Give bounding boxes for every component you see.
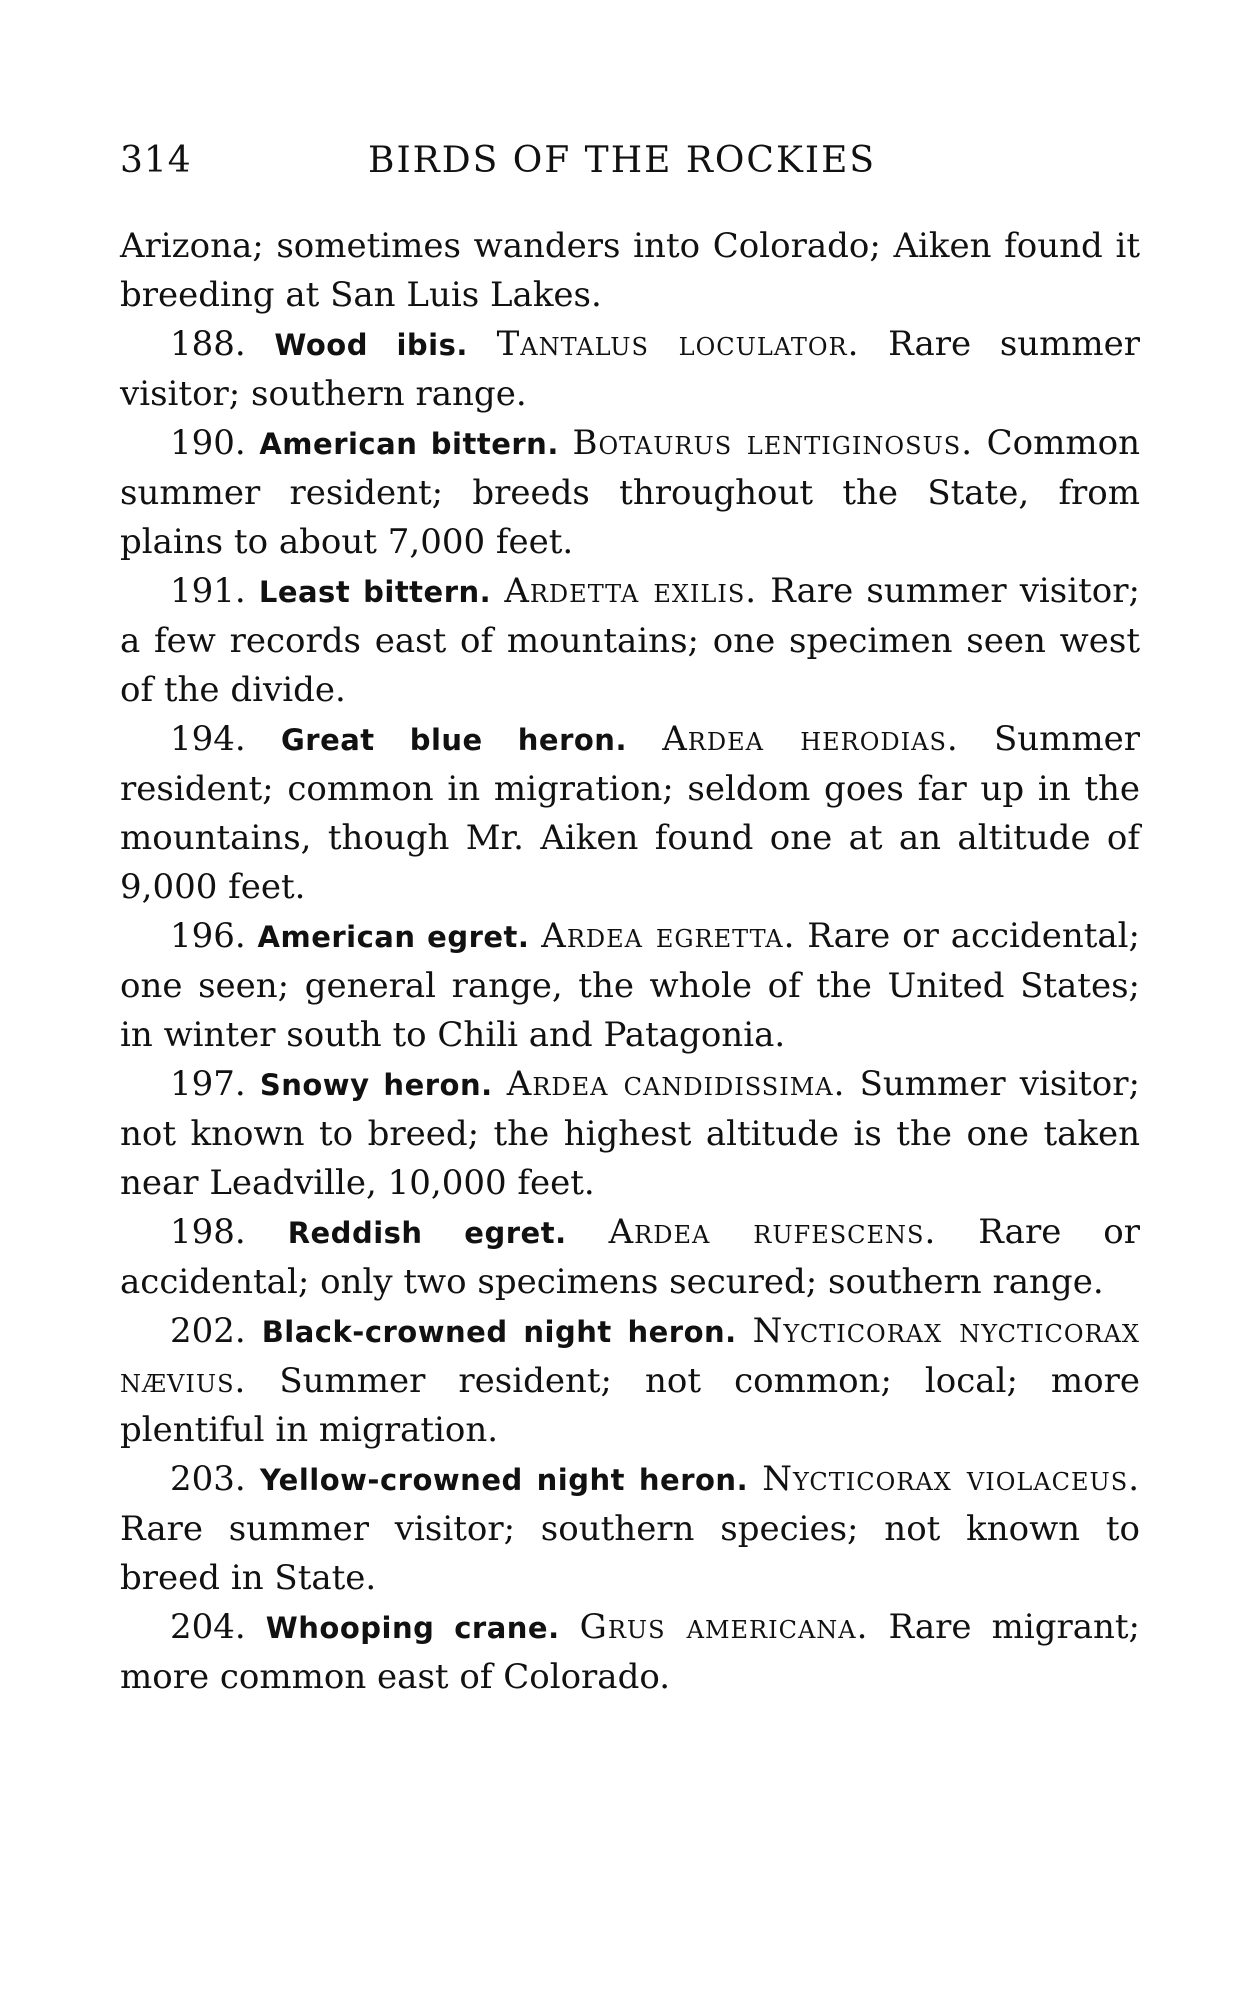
common-name: Black-crowned night heron. (261, 1315, 737, 1349)
species-entry (120, 912, 1140, 1060)
page-header (120, 140, 1150, 190)
entry-description: Summer resident; common in migration; seldom goes far up in the mountains, though Mr. Aiken found one at an altitude of 9,000 feet. (120, 719, 1141, 907)
entry-number: 194. (170, 719, 246, 759)
entry-description: Summer visitor; not known to breed; the highest altitude is the one taken near Leadville, 10,000 feet. (120, 1064, 1140, 1203)
entry-description: Common summer resident; breeds throughout the State, from plains to about 7,000 feet. (120, 423, 1140, 562)
scientific-name: Ardea egretta. (541, 916, 796, 956)
page-body (120, 222, 1140, 1702)
species-entry (120, 320, 1140, 419)
entry-description: Rare migrant; more common east of Colorado. (120, 1607, 1140, 1697)
entry-number: 188. (170, 324, 246, 364)
entry-description: Rare summer visitor; a few records east of mountains; one specimen seen west of the divide. (120, 571, 1140, 710)
running-title: BIRDS OF THE ROCKIES (368, 140, 877, 181)
common-name: Wood ibis. (274, 328, 468, 362)
entry-number: 197. (170, 1064, 246, 1104)
scientific-name: Nycticorax violaceus. (762, 1459, 1141, 1499)
common-name: American egret. (257, 920, 530, 954)
entry-number: 198. (170, 1212, 246, 1252)
scientific-name: Ardetta exilis. (504, 571, 758, 611)
entry-number: 191. (170, 571, 246, 611)
scientific-name: Ardea candidissima. (506, 1064, 846, 1104)
entry-description: Rare or accidental; one seen; general range, the whole of the United States; in winter south to Chili and Patagonia. (120, 916, 1140, 1055)
entry-number: 204. (170, 1607, 246, 1647)
scientific-name: Ardea rufescens. (608, 1212, 937, 1252)
species-entry (120, 1603, 1140, 1702)
entry-description: Summer resident; not common; local; more plentiful in migration. (120, 1361, 1141, 1450)
page-number: 314 (120, 140, 192, 181)
scientific-name: Tantalus loculator. (496, 324, 860, 364)
species-entry (120, 1060, 1140, 1208)
common-name: Whooping crane. (265, 1611, 560, 1645)
common-name: Great blue heron. (280, 723, 627, 757)
entry-description: Rare summer visitor; southern species; not known to breed in State. (120, 1509, 1140, 1598)
entry-number: 202. (170, 1311, 246, 1351)
scientific-name: Botaurus lentiginosus. (572, 423, 973, 463)
species-entry (120, 1208, 1140, 1307)
common-name: Reddish egret. (287, 1216, 567, 1250)
entry-description: Rare summer visitor; southern range. (120, 324, 1141, 414)
common-name: Yellow-crowned night heron. (259, 1463, 749, 1497)
entry-number: 203. (170, 1459, 246, 1499)
scientific-name: Ardea herodias. (662, 719, 959, 759)
entry-number: 196. (170, 916, 246, 956)
entry-description: Rare or accidental; only two specimens secured; southern range. (120, 1212, 1141, 1302)
entry-number: 190. (170, 423, 246, 463)
common-name: Snowy heron. (259, 1068, 493, 1102)
species-entry (120, 1455, 1140, 1603)
scientific-name: Grus americana. (579, 1607, 869, 1647)
scientific-name: Nycticorax nycticorax nævius. (120, 1311, 1140, 1401)
common-name: American bittern. (259, 427, 559, 461)
species-entry (120, 715, 1140, 912)
species-entry (120, 567, 1140, 715)
continued-paragraph: Arizona; sometimes wanders into Colorado; Aiken found it breeding at San Luis Lakes. (120, 226, 1140, 315)
common-name: Least bittern. (258, 575, 492, 609)
species-entry (120, 1307, 1140, 1455)
species-entry (120, 419, 1140, 567)
